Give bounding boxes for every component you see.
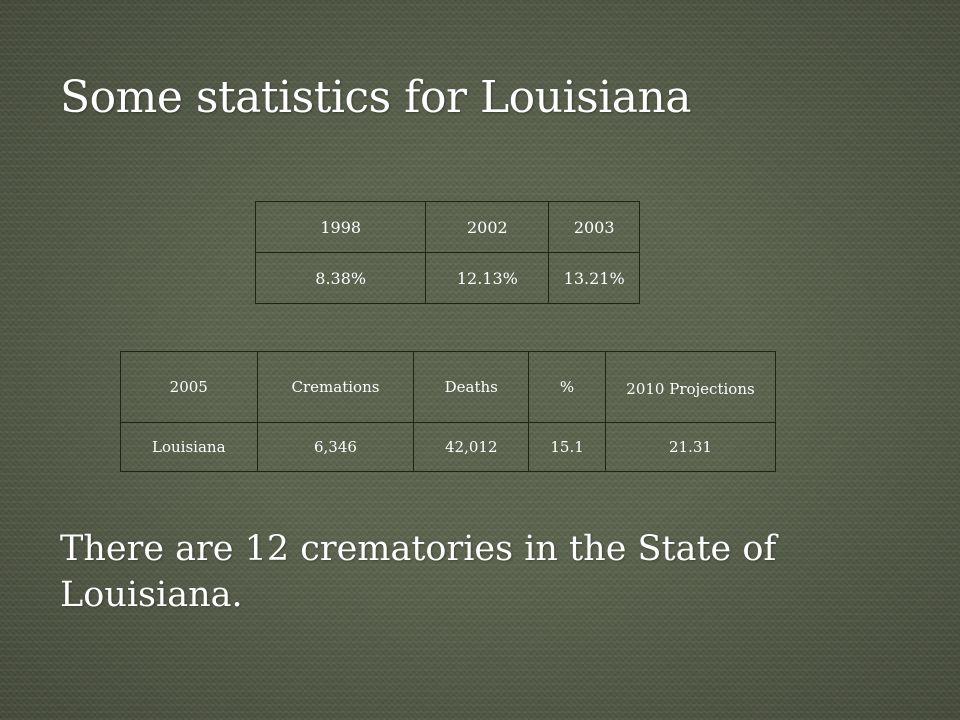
value-cell-2002: 12.13% bbox=[426, 253, 549, 304]
cell-percent: 15.1 bbox=[529, 423, 606, 472]
header-cell-2003: 2003 bbox=[549, 202, 640, 253]
value-cell-2003: 13.21% bbox=[549, 253, 640, 304]
cell-deaths: 42,012 bbox=[414, 423, 529, 472]
value-cell-1998: 8.38% bbox=[256, 253, 426, 304]
table-header-row bbox=[121, 352, 776, 423]
header-cell-cremations: Cremations bbox=[257, 352, 414, 423]
cell-projection: 21.31 bbox=[606, 423, 776, 472]
table-row bbox=[121, 423, 776, 472]
header-cell-projections: 2010 Projections bbox=[606, 352, 776, 423]
slide-title: Some statistics for Louisiana bbox=[60, 72, 692, 123]
header-cell-year: 2005 bbox=[121, 352, 258, 423]
header-cell-1998: 1998 bbox=[256, 202, 426, 253]
header-cell-deaths: Deaths bbox=[414, 352, 529, 423]
table-row bbox=[256, 253, 640, 304]
cremation-rate-table bbox=[255, 201, 640, 304]
header-cell-percent: % bbox=[529, 352, 606, 423]
header-cell-2002: 2002 bbox=[426, 202, 549, 253]
crematories-note: There are 12 crematories in the State of Louisiana. bbox=[60, 529, 777, 615]
louisiana-2005-table bbox=[120, 351, 776, 472]
cell-cremations: 6,346 bbox=[257, 423, 414, 472]
table-header-row bbox=[256, 202, 640, 253]
cell-state: Louisiana bbox=[121, 423, 258, 472]
